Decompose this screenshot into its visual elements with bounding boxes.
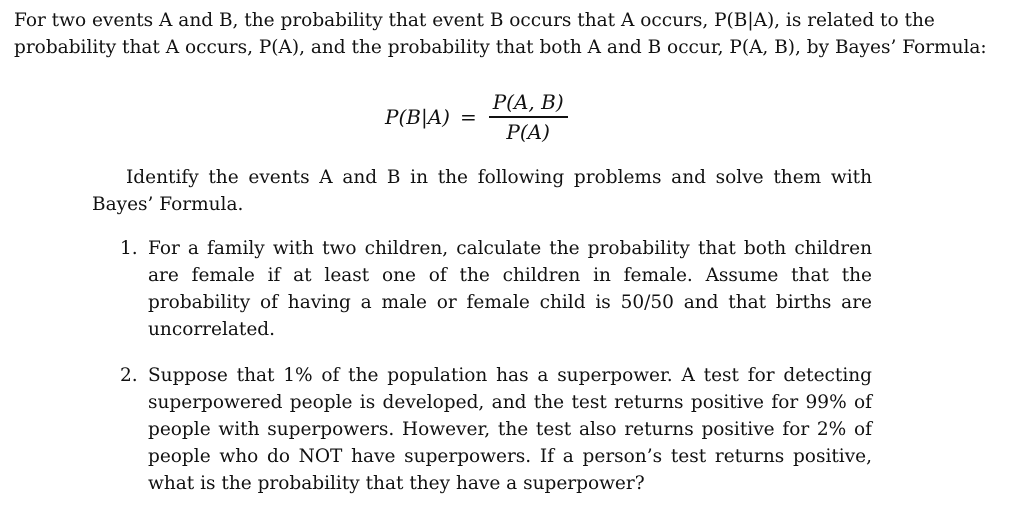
formula-fraction: [489, 90, 568, 143]
formula-equals: =: [459, 105, 477, 129]
intro-paragraph: [14, 7, 1014, 61]
formula-numerator: P(A, B): [492, 90, 564, 115]
instructions-text: Identify the events A and B in the following problems and solve them with Bayes’ Formula.: [92, 167, 872, 215]
bayes-formula: [385, 88, 568, 146]
problem-list: [120, 235, 872, 497]
formula-lhs: P(B|A): [385, 105, 450, 129]
problem-number: 2.: [120, 365, 138, 386]
problem-text: Suppose that 1% of the population has a superpower. A test for detecting superpowered people is developed, and the test returns positive for 99% of people with superpowers. However, the test also returns positive for 2% of people who do NOT have superpowers. If a person’s test returns positive, what is the probability that they have a superpower?: [148, 365, 872, 494]
problem-item: [120, 235, 872, 343]
problem-number: 1.: [120, 238, 138, 259]
problem-text: For a family with two children, calculate the probability that both children are female if at least one of the children in female. Assume that the probability of having a male or female child is 50/50 and that births are uncorrelated.: [148, 238, 872, 340]
formula-denominator: P(A): [506, 119, 550, 144]
instructions-paragraph: [92, 164, 872, 218]
problem-item: [120, 362, 872, 497]
intro-text: For two events A and B, the probability that event B occurs that A occurs, P(B|A), is related to the probability that A occurs, P(A), and the probability that both A and B occur, P(A, B), by Bayes’ Formula:: [14, 10, 987, 58]
